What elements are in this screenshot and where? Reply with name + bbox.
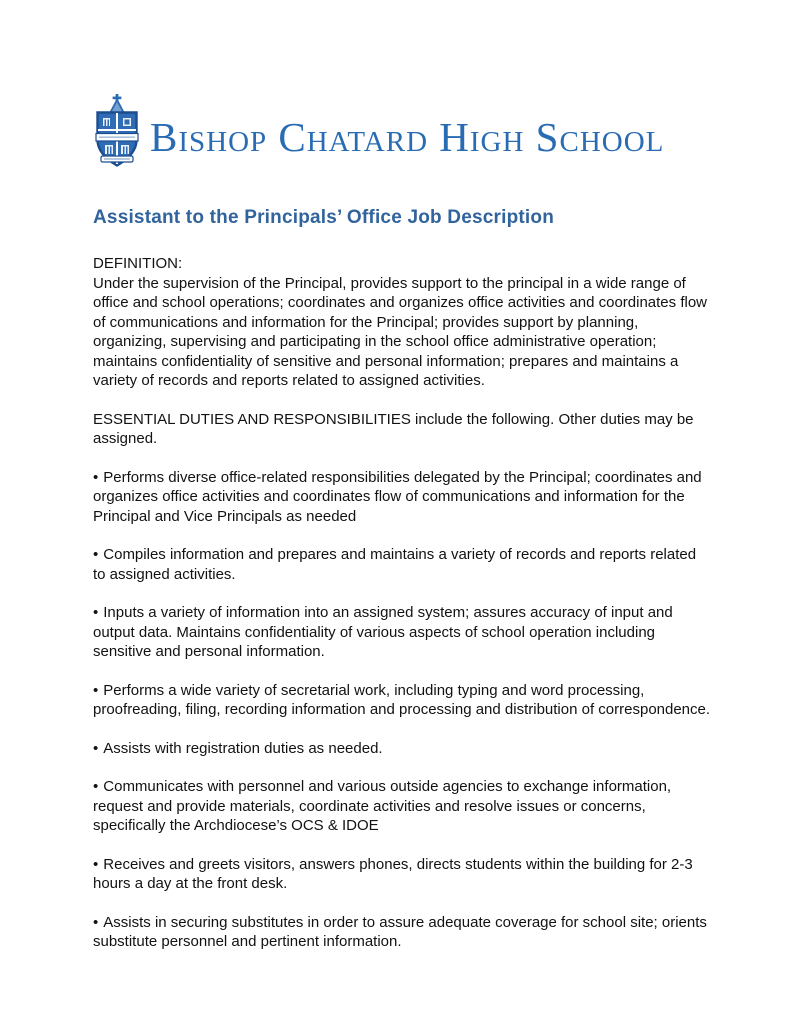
bullet-item — [93, 603, 711, 662]
bullet-item — [93, 681, 711, 720]
school-name: Bishop Chatard High School — [150, 113, 665, 160]
shield-crest-icon — [93, 93, 141, 167]
bullet-text: Assists with registration duties as needed. — [103, 739, 383, 757]
duties-intro-paragraph: ESSENTIAL DUTIES AND RESPONSIBILITIES include the following. Other duties may be assigned. — [93, 410, 694, 447]
bullet-marker: • — [93, 913, 99, 931]
bullet-marker: • — [93, 778, 99, 795]
bullet-item — [93, 913, 711, 952]
bullet-text: Communicates with personnel and various outside agencies to exchange information, request and provide materials, coordinate activities and resolve issues or concerns, specifically the Archdiocese’s OCS & IDOE — [93, 778, 672, 834]
definition-label: DEFINITION: — [93, 255, 183, 272]
bullet-text: Compiles information and prepares and maintains a variety of records and reports related to assigned activities. — [93, 546, 697, 583]
bullet-text: Performs diverse office-related responsibilities delegated by the Principal; coordinates and organizes office activities and coordinates flow of communications and information for the Principal and Vice Principals as needed — [93, 468, 702, 525]
bullet-text: Inputs a variety of information into an assigned system; assures accuracy of input and output data. Maintains confidentiality of various aspects of school operation including sensitive and personal information. — [93, 604, 673, 660]
bullet-text: Receives and greets visitors, answers phones, directs students within the building for 2-3 hours a day at the front desk. — [93, 855, 693, 892]
bullet-item — [93, 739, 711, 759]
bullet-marker: • — [93, 604, 99, 621]
bullet-item — [93, 545, 711, 584]
bullet-item — [93, 468, 711, 527]
bullet-marker: • — [93, 739, 99, 757]
definition-paragraph — [93, 254, 711, 391]
bullet-marker: • — [93, 468, 99, 486]
bullet-text: Assists in securing substitutes in order to assure adequate coverage for school site; orients substitute personnel and pertinent information. — [93, 913, 707, 950]
bullet-marker: • — [93, 681, 99, 699]
bullet-marker: • — [93, 855, 99, 873]
page-title: Assistant to the Principals’ Office Job Description — [93, 207, 555, 228]
bullet-item — [93, 855, 711, 894]
bullet-item — [93, 777, 711, 836]
bullet-text: Performs a wide variety of secretarial work, including typing and word processing, proofreading, filing, recording information and processing and distribution of correspondence. — [93, 681, 711, 718]
job-description-body — [93, 254, 711, 952]
bullet-marker: • — [93, 546, 99, 563]
school-logo — [93, 93, 707, 167]
definition-text: Under the supervision of the Principal, provides support to the principal in a wide range of office and school operations; coordinates and organizes office activities and coordinates flow of communications and information for the Principal; provides support by planning, organizing, supervising and participating in the school office administrative operation; maintains confidentiality of sensitive and personal information; prepares and maintains a variety of records and reports related to assigned activities. — [93, 274, 707, 389]
